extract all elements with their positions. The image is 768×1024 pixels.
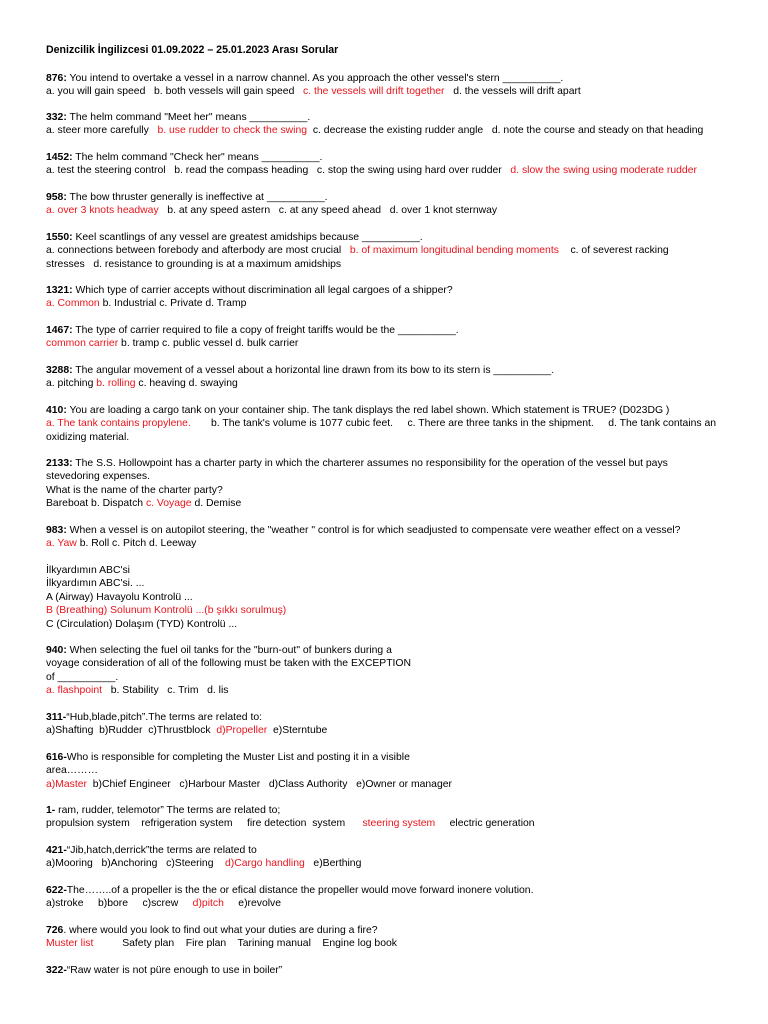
correct-answer: a)Master <box>46 778 87 790</box>
answer-options: c. of severest racking <box>558 245 669 257</box>
question-number: 1452: <box>46 152 73 163</box>
question-block <box>46 524 726 551</box>
question-text <box>46 924 726 937</box>
answer-line <box>46 337 726 350</box>
question-stem: The type of carrier required to file a copy of freight tariffs would be the __________. <box>72 325 459 336</box>
question-stem: Keel scantlings of any vessel are greatest amidships because __________. <box>72 232 423 243</box>
question-stem: “Raw water is not püre enough to use in boiler” <box>66 965 283 976</box>
question-text <box>46 564 726 604</box>
answer-line <box>46 417 726 430</box>
question-block <box>46 804 726 831</box>
answer-options: b. The tank's volume is 1077 cubic feet. c. There are three tanks in the shipment. d. The tank contains an <box>190 418 717 430</box>
question-number: 1- <box>46 805 56 816</box>
question-text <box>46 644 726 684</box>
answer-options: C (Circulation) Dolaşım (TYD) Kontrolü ... <box>46 618 238 630</box>
question-text <box>46 324 726 337</box>
answer-options: e)Berthing <box>304 858 362 870</box>
question-number: 1467: <box>46 325 73 336</box>
correct-answer: d)pitch <box>192 898 224 910</box>
question-stem: When a vessel is on autopilot steering, the "weather " control is for which seadjusted to compensate vere weather effect on a vessel? <box>66 525 681 536</box>
correct-answer: a. The tank contains propylene. <box>46 418 191 430</box>
answer-line <box>46 85 726 98</box>
correct-answer: b. use rudder to check the swing <box>157 125 308 137</box>
answer-line <box>46 431 726 444</box>
answer-line <box>46 817 726 830</box>
question-text <box>46 72 726 85</box>
question-number: 421- <box>46 845 67 856</box>
answer-line <box>46 618 726 631</box>
question-block <box>46 964 726 977</box>
answer-options: a. test the steering control b. read the compass heading c. stop the swing using hard over rudder <box>46 165 511 177</box>
question-block <box>46 644 726 698</box>
question-block <box>46 231 726 271</box>
answer-line <box>46 724 726 737</box>
question-text <box>46 524 726 537</box>
correct-answer: common carrier <box>46 338 119 350</box>
question-block <box>46 324 726 351</box>
answer-line <box>46 297 726 310</box>
question-number: 332: <box>46 112 67 123</box>
question-text <box>46 364 726 377</box>
question-block <box>46 191 726 218</box>
correct-answer: b. of maximum longitudinal bending moments <box>349 245 559 257</box>
question-stem: Which type of carrier accepts without discrimination all legal cargoes of a shipper? <box>72 285 453 296</box>
page-title: Denizcilik İngilizcesi 01.09.2022 – 25.01.2023 Arası Sorular <box>46 44 339 56</box>
question-text <box>46 844 726 857</box>
correct-answer: B (Breathing) Solunum Kontrolü ...(b şıkkı sorulmuş) <box>46 605 287 617</box>
answer-line <box>46 497 726 510</box>
correct-answer: d)Propeller <box>216 725 268 737</box>
question-block <box>46 564 726 631</box>
question-number: 311- <box>46 712 67 723</box>
answer-options: a)stroke b)bore c)screw <box>46 898 193 910</box>
question-text <box>46 964 726 977</box>
correct-answer: steering system <box>362 818 436 830</box>
question-block <box>46 457 726 511</box>
answer-options: propulsion system refrigeration system fire detection system <box>46 818 363 830</box>
answer-options: e)revolve <box>223 898 282 910</box>
answer-options: b. at any speed astern c. at any speed ahead d. over 1 knot sternway <box>158 205 498 217</box>
answer-options: Safety plan Fire plan Tarining manual Engine log book <box>93 938 397 950</box>
answer-line <box>46 778 726 791</box>
question-number: 3288: <box>46 365 73 376</box>
question-stem: You intend to overtake a vessel in a narrow channel. As you approach the other vessel's stern __________. <box>66 73 564 84</box>
question-block <box>46 111 726 138</box>
question-stem: When selecting the fuel oil tanks for the "burn-out" of bunkers during a voyage consideration of all of the following must be taken with the EXCEPTION of __________. <box>46 645 412 683</box>
answer-options: a)Shafting b)Rudder c)Thrustblock <box>46 725 217 737</box>
question-text <box>46 151 726 164</box>
question-block <box>46 844 726 871</box>
answer-options: electric generation <box>435 818 535 830</box>
correct-answer: b. rolling <box>96 378 136 390</box>
question-block <box>46 924 726 951</box>
question-number: 622- <box>46 885 67 896</box>
answer-options: a. pitching <box>46 378 97 390</box>
question-number: 1550: <box>46 232 73 243</box>
correct-answer: c. Voyage <box>145 498 192 510</box>
answer-options: b. Industrial c. Private d. Tramp <box>99 298 247 310</box>
question-stem: The bow thruster generally is ineffective at __________. <box>66 192 328 203</box>
correct-answer: Muster list <box>46 938 94 950</box>
correct-answer: c. the vessels will drift together <box>303 86 445 98</box>
correct-answer: a. Yaw <box>46 538 77 550</box>
question-text <box>46 751 726 778</box>
question-stem: İlkyardımın ABC'si İlkyardımın ABC'si. ... A (Airway) Havayolu Kontrolü ... <box>46 565 193 603</box>
answer-options: a. you will gain speed b. both vessels will gain speed <box>46 86 304 98</box>
correct-answer: a. over 3 knots headway <box>46 205 159 217</box>
answer-options: a. steer more carefully <box>46 125 158 137</box>
answer-options: b. tramp c. public vessel d. bulk carrier <box>118 338 299 350</box>
answer-options: e)Sterntube <box>267 725 328 737</box>
answer-line <box>46 857 726 870</box>
question-block <box>46 751 726 791</box>
answer-line <box>46 897 726 910</box>
answer-line <box>46 204 726 217</box>
question-text <box>46 111 726 124</box>
question-block <box>46 711 726 738</box>
question-text <box>46 231 726 244</box>
answer-options: b. Stability c. Trim d. lis <box>102 685 229 697</box>
question-number: 940: <box>46 645 67 656</box>
answer-line <box>46 244 726 257</box>
question-number: 958: <box>46 192 67 203</box>
question-text <box>46 884 726 897</box>
question-text <box>46 404 726 417</box>
answer-line <box>46 258 726 271</box>
question-block <box>46 884 726 911</box>
answer-options: Bareboat b. Dispatch <box>46 498 146 510</box>
answer-line <box>46 537 726 550</box>
question-text <box>46 711 726 724</box>
answer-options: oxidizing material. <box>46 431 130 443</box>
correct-answer: d. slow the swing using moderate rudder <box>510 165 697 177</box>
question-stem: “Jib,hatch,derrick”the terms are related to <box>66 845 257 856</box>
question-stem: ram, rudder, telemotor” The terms are related to; <box>55 805 281 816</box>
question-block <box>46 72 726 99</box>
answer-line <box>46 377 726 390</box>
question-number: 616- <box>46 752 67 763</box>
question-block <box>46 364 726 391</box>
question-stem: The helm command "Meet her" means __________. <box>66 112 311 123</box>
correct-answer: a. flashpoint <box>46 685 103 697</box>
question-number: 2133: <box>46 458 73 469</box>
question-text <box>46 284 726 297</box>
question-block <box>46 151 726 178</box>
question-number: 983: <box>46 525 67 536</box>
question-stem: The S.S. Hollowpoint has a charter party in which the charterer assumes no responsibility for the operation of the vessel but pays stevedoring expenses. What is the name of the charter party? <box>46 458 668 496</box>
question-text <box>46 804 726 817</box>
question-stem: The angular movement of a vessel about a horizontal line drawn from its bow to its stern is __________. <box>72 365 555 376</box>
question-block <box>46 404 726 444</box>
answer-line <box>46 164 726 177</box>
answer-line <box>46 604 726 617</box>
question-number: 876: <box>46 73 67 84</box>
answer-options: d. Demise <box>191 498 242 510</box>
answer-options: b)Chief Engineer c)Harbour Master d)Class Authority e)Owner or manager <box>87 778 452 790</box>
answer-line <box>46 684 726 697</box>
question-text <box>46 457 726 497</box>
question-number: 1321: <box>46 285 73 296</box>
question-number: 410: <box>46 405 67 416</box>
answer-options: d. the vessels will drift apart <box>444 86 581 98</box>
answer-options: c. heaving d. swaying <box>135 378 238 390</box>
answer-options: stresses d. resistance to grounding is at a maximum amidships <box>46 258 342 270</box>
correct-answer: a. Common <box>46 298 100 310</box>
correct-answer: d)Cargo handling <box>225 858 305 870</box>
question-stem: . where would you look to find out what your duties are during a fire? <box>63 925 378 936</box>
answer-options: a)Mooring b)Anchoring c)Steering <box>46 858 226 870</box>
question-number: 726 <box>46 925 64 936</box>
question-block <box>46 284 726 311</box>
question-stem: The……..of a propeller is the the or efical distance the propeller would move forward inonere volution. <box>66 885 534 896</box>
question-text <box>46 191 726 204</box>
answer-options: b. Roll c. Pitch d. Leeway <box>76 538 197 550</box>
question-stem: Who is responsible for completing the Muster List and posting it in a visible area……… <box>46 752 410 777</box>
answer-options: a. connections between forebody and afterbody are most crucial <box>46 245 350 257</box>
question-stem: You are loading a cargo tank on your container ship. The tank displays the red label shown. Which statement is TRUE? (D023DG ) <box>66 405 670 416</box>
answer-line <box>46 937 726 950</box>
answer-options: c. decrease the existing rudder angle d. note the course and steady on that heading <box>307 125 704 137</box>
question-stem: The helm command "Check her" means __________. <box>72 152 323 163</box>
answer-line <box>46 124 726 137</box>
question-number: 322- <box>46 965 67 976</box>
question-stem: “Hub,blade,pitch”.The terms are related to: <box>66 712 263 723</box>
